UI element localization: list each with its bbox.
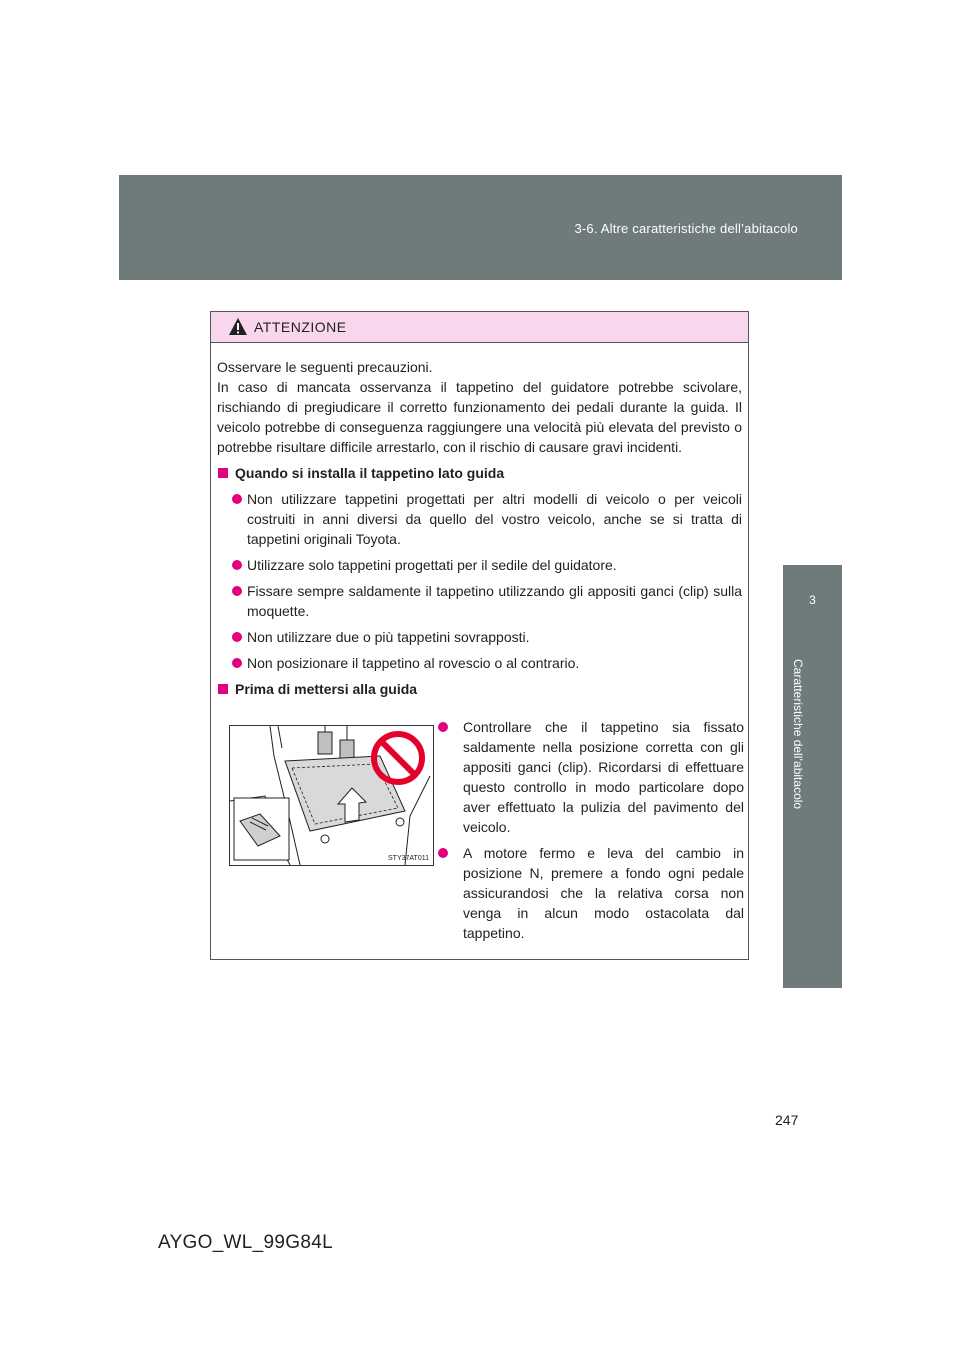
round-bullet-icon [438, 848, 448, 858]
square-bullet-icon [218, 684, 228, 694]
list-item-text: Non utilizzare due o più tappetini sovrapposti. [247, 629, 530, 645]
section-heading-text: Quando si installa il tappetino lato guida [235, 465, 505, 481]
floor-mat-illustration [229, 725, 434, 866]
intro-line: Osservare le seguenti precauzioni. [217, 359, 433, 375]
section-header-band [119, 175, 842, 280]
list-item-text: Fissare sempre saldamente il tappetino utilizzando gli appositi ganci (clip) sulla moquette. [247, 583, 742, 619]
list-item [217, 489, 742, 549]
square-bullet-icon [218, 468, 228, 478]
chapter-label: Caratteristiche dell’abitacolo [791, 659, 805, 810]
list-item-text: A motore fermo e leva del cambio in posizione N, premere a fondo ogni pedale assicurandosi che la relativa corsa non venga in alcun modo ostacolata dal tappetino. [463, 845, 744, 941]
round-bullet-icon [232, 586, 242, 596]
list-item-text: Non posizionare il tappetino al rovescio o al contrario. [247, 655, 580, 671]
chapter-side-band [783, 633, 842, 988]
round-bullet-icon [232, 658, 242, 668]
list-item-text: Non utilizzare tappetini progettati per altri modelli di veicolo o per veicoli costruiti in anni diversi da quello del vostro veicolo, anche se si tratta di tappetini originali Toyota. [247, 491, 742, 547]
round-bullet-icon [232, 494, 242, 504]
section-heading-text: Prima di mettersi alla guida [235, 681, 418, 697]
list-item [217, 581, 742, 621]
figure-code: STY37AT011 [388, 855, 429, 862]
round-bullet-icon [232, 632, 242, 642]
list-item [217, 627, 742, 647]
chapter-number: 3 [809, 593, 816, 607]
warning-title: ATTENZIONE [254, 319, 347, 335]
warning-box [210, 311, 749, 960]
warning-triangle-icon [228, 317, 248, 336]
list-item [217, 555, 742, 575]
list-item [433, 717, 744, 837]
section-heading-installation [217, 463, 742, 483]
page-number: 247 [775, 1112, 799, 1128]
warning-header [211, 312, 748, 343]
round-bullet-icon [438, 722, 448, 732]
section-heading-before-driving [217, 679, 742, 699]
figure-side-text [443, 717, 744, 943]
list-item [217, 653, 742, 673]
list-item-text: Utilizzare solo tappetini progettati per il sedile del guidatore. [247, 557, 617, 573]
warning-intro [217, 357, 742, 457]
intro-text: In caso di mancata osservanza il tappetino del guidatore potrebbe scivolare, rischiando di pregiudicare il corretto funzionamento dei pedali durante la guida. Il veicolo potrebbe di conseguenza raggiungere una velocità più elevata del previsto o potrebbe risultare difficile arrestarlo, con il rischio di causare gravi incidenti. [217, 379, 742, 455]
section-title: 3-6. Altre caratteristiche dell’abitacolo [574, 221, 798, 236]
round-bullet-icon [232, 560, 242, 570]
list-item-text: Controllare che il tappetino sia fissato saldamente nella posizione corretta con gli appositi ganci (clip). Ricordarsi di effettuare questo controllo in modo particolare dopo aver effettuato la pulizia del pavimento del veicolo. [463, 719, 744, 835]
manual-code: AYGO_WL_99G84L [158, 1232, 333, 1253]
list-item [433, 843, 744, 943]
floor-mat-drawing [230, 726, 433, 865]
warning-body [211, 357, 748, 699]
chapter-tab [783, 565, 842, 633]
